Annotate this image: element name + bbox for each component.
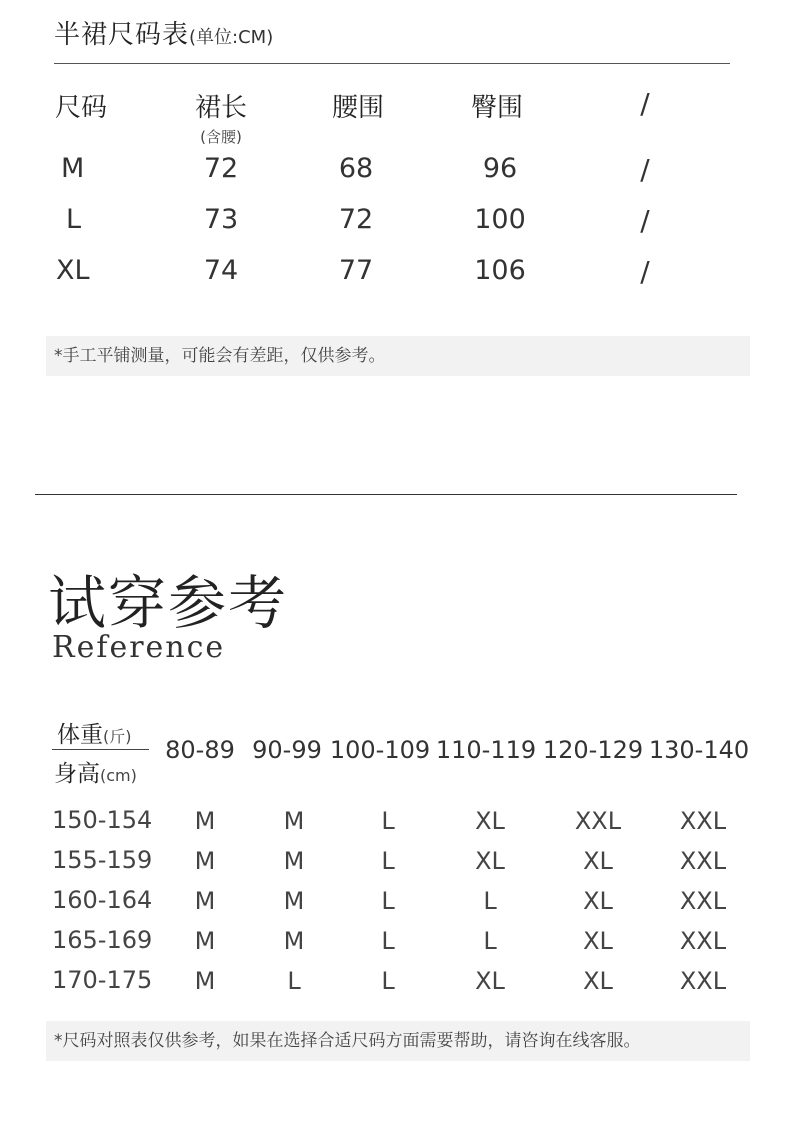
height-range-label: 165-169	[52, 926, 153, 954]
size-recommendation-cell: M	[194, 967, 216, 995]
header-waist: 腰围	[331, 93, 385, 123]
height-label: 身高	[54, 761, 100, 787]
size-recommendation-cell: L	[483, 887, 497, 915]
measure-cell: 73	[203, 204, 239, 235]
weight-unit: (斤)	[103, 727, 132, 746]
size-recommendation-cell: XXL	[574, 807, 622, 835]
size-recommendation-cell: XL	[475, 967, 505, 995]
height-unit: (cm)	[100, 766, 137, 785]
size-recommendation-cell: XL	[583, 927, 613, 955]
reference-note-text: *尺码对照表仅供参考，如果在选择合适尺码方面需要帮助，请咨询在线客服。	[54, 1031, 641, 1051]
header-size: 尺码	[55, 93, 108, 123]
skirt-note	[46, 336, 750, 376]
reference-note	[46, 1021, 750, 1061]
weight-range-header: 110-119	[435, 736, 537, 764]
measure-cell: 74	[203, 255, 239, 286]
height-corner-label	[54, 755, 137, 788]
measure-cell: 72	[203, 153, 239, 184]
size-recommendation-cell: M	[283, 927, 305, 955]
weight-corner-label	[57, 716, 132, 749]
reference-title: 试穿参考	[48, 569, 289, 637]
corner-divider	[52, 749, 149, 750]
measure-cell: 68	[338, 153, 374, 184]
measure-cell: /	[640, 204, 650, 237]
size-recommendation-cell: L	[381, 847, 395, 875]
size-recommendation-cell: XXL	[679, 807, 727, 835]
weight-range-header: 80-89	[165, 736, 235, 764]
measure-cell: 72	[338, 204, 374, 235]
size-recommendation-cell: XXL	[679, 887, 727, 915]
size-recommendation-cell: L	[483, 927, 497, 955]
weight-label: 体重	[57, 722, 103, 748]
header-slash: /	[640, 87, 650, 120]
height-range-label: 170-175	[52, 966, 153, 994]
measure-cell: 77	[338, 255, 374, 286]
size-recommendation-cell: XL	[583, 847, 613, 875]
size-recommendation-cell: M	[283, 887, 305, 915]
measure-cell: 100	[474, 204, 526, 235]
skirt-chart-title	[54, 14, 273, 51]
size-cell: M	[61, 153, 85, 184]
header-length-sub: (含腰)	[200, 128, 242, 146]
size-cell: XL	[56, 255, 90, 286]
size-recommendation-cell: XXL	[679, 927, 727, 955]
size-recommendation-cell: L	[381, 887, 395, 915]
title-divider	[54, 63, 730, 64]
size-recommendation-cell: M	[194, 927, 216, 955]
height-range-label: 155-159	[52, 846, 153, 874]
size-recommendation-cell: L	[381, 927, 395, 955]
size-recommendation-cell: XXL	[679, 847, 727, 875]
skirt-chart-title-text: 半裙尺码表	[54, 20, 190, 50]
size-cell: L	[66, 204, 82, 235]
weight-range-header: 90-99	[252, 736, 322, 764]
measure-cell: /	[640, 255, 650, 288]
measure-cell: 106	[474, 255, 526, 286]
size-recommendation-cell: XXL	[679, 967, 727, 995]
size-recommendation-cell: XL	[583, 887, 613, 915]
size-recommendation-cell: XL	[475, 807, 505, 835]
height-range-label: 150-154	[52, 806, 153, 834]
header-length: 裙长	[194, 93, 248, 123]
size-recommendation-cell: M	[283, 847, 305, 875]
size-recommendation-cell: M	[194, 807, 216, 835]
header-hip: 臀围	[470, 93, 524, 123]
weight-range-header: 100-109	[329, 736, 431, 764]
reference-subtitle: Reference	[52, 630, 226, 665]
skirt-chart-unit: (单位:CM)	[189, 27, 274, 48]
section-divider	[35, 494, 737, 495]
size-recommendation-cell: L	[287, 967, 301, 995]
size-recommendation-cell: M	[194, 887, 216, 915]
weight-range-header: 130-140	[648, 736, 750, 764]
measure-cell: 96	[482, 153, 518, 184]
size-recommendation-cell: XL	[583, 967, 613, 995]
size-recommendation-cell: L	[381, 967, 395, 995]
skirt-note-text: *手工平铺测量，可能会有差距，仅供参考。	[54, 346, 386, 366]
size-recommendation-cell: M	[283, 807, 305, 835]
size-recommendation-cell: M	[194, 847, 216, 875]
size-recommendation-cell: XL	[475, 847, 505, 875]
weight-range-header: 120-129	[542, 736, 644, 764]
measure-cell: /	[640, 153, 650, 186]
size-recommendation-cell: L	[381, 807, 395, 835]
height-range-label: 160-164	[52, 886, 153, 914]
